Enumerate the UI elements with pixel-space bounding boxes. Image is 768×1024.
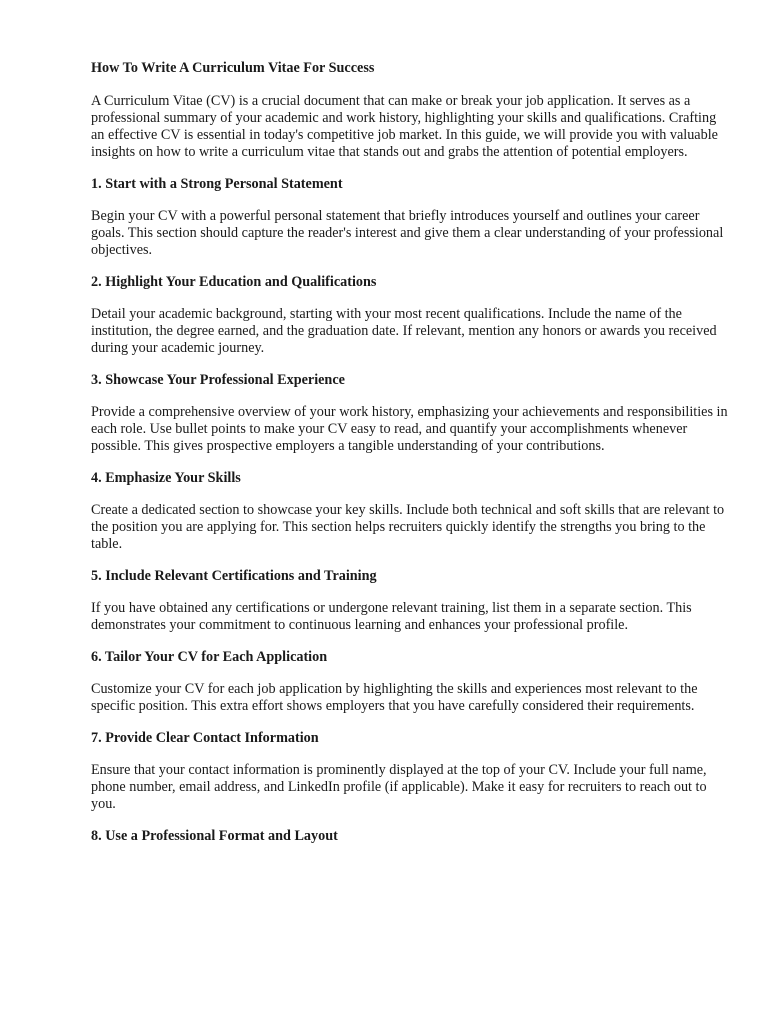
section-body: Ensure that your contact information is prominently displayed at the top of your CV. Include your full name, phone number, email address, and LinkedIn profile (if applicable). Make it easy for recruiters to reach out to you. — [91, 762, 707, 812]
section-body: Begin your CV with a powerful personal statement that briefly introduces yourself and outlines your career goals. This section should capture the reader's interest and give them a clear understanding of your professional objectives. — [91, 208, 724, 258]
section-body: Customize your CV for each job application by highlighting the skills and experiences most relevant to the specific position. This extra effort shows employers that you have carefully considered their requirements. — [91, 681, 698, 714]
section-5 — [91, 568, 731, 634]
section-body: Create a dedicated section to showcase your key skills. Include both technical and soft skills that are relevant to the position you are applying for. This section helps recruiters quickly identify the strengths you bring to the table. — [91, 502, 725, 552]
section-body: Detail your academic background, starting with your most recent qualifications. Include the name of the institution, the degree earned, and the graduation date. If relevant, mention any honors or awards you received during your academic journey. — [91, 306, 717, 356]
section-heading: 2. Highlight Your Education and Qualifications — [91, 274, 377, 290]
section-heading: 6. Tailor Your CV for Each Application — [91, 649, 328, 665]
section-3 — [91, 372, 731, 455]
section-heading: 3. Showcase Your Professional Experience — [91, 372, 345, 388]
document-page — [91, 60, 731, 860]
section-heading: 4. Emphasize Your Skills — [91, 470, 241, 486]
section-2 — [91, 274, 731, 357]
section-heading: 5. Include Relevant Certifications and Training — [91, 568, 377, 584]
section-heading: 7. Provide Clear Contact Information — [91, 730, 319, 746]
section-body: If you have obtained any certifications or undergone relevant training, list them in a separate section. This demonstrates your commitment to continuous learning and enhances your professional profile. — [91, 600, 692, 633]
section-heading: 8. Use a Professional Format and Layout — [91, 828, 338, 844]
section-heading: 1. Start with a Strong Personal Statement — [91, 176, 343, 192]
section-6 — [91, 649, 731, 715]
section-body: Provide a comprehensive overview of your work history, emphasizing your achievements and responsibilities in each role. Use bullet points to make your CV easy to read, and quantify your accomplishments whenever possible. This gives prospective employers a tangible understanding of your contributions. — [91, 404, 728, 454]
section-8 — [91, 828, 731, 845]
section-7 — [91, 730, 731, 813]
intro-paragraph: A Curriculum Vitae (CV) is a crucial document that can make or break your job application. It serves as a professional summary of your academic and work history, highlighting your skills and qualifications. Crafting an effective CV is essential in today's competitive job market. In this guide, we will provide you with valuable insights on how to write a curriculum vitae that stands out and grabs the attention of potential employers. — [91, 93, 718, 160]
document-title: How To Write A Curriculum Vitae For Success — [91, 60, 375, 76]
section-1 — [91, 176, 731, 259]
section-4 — [91, 470, 731, 553]
